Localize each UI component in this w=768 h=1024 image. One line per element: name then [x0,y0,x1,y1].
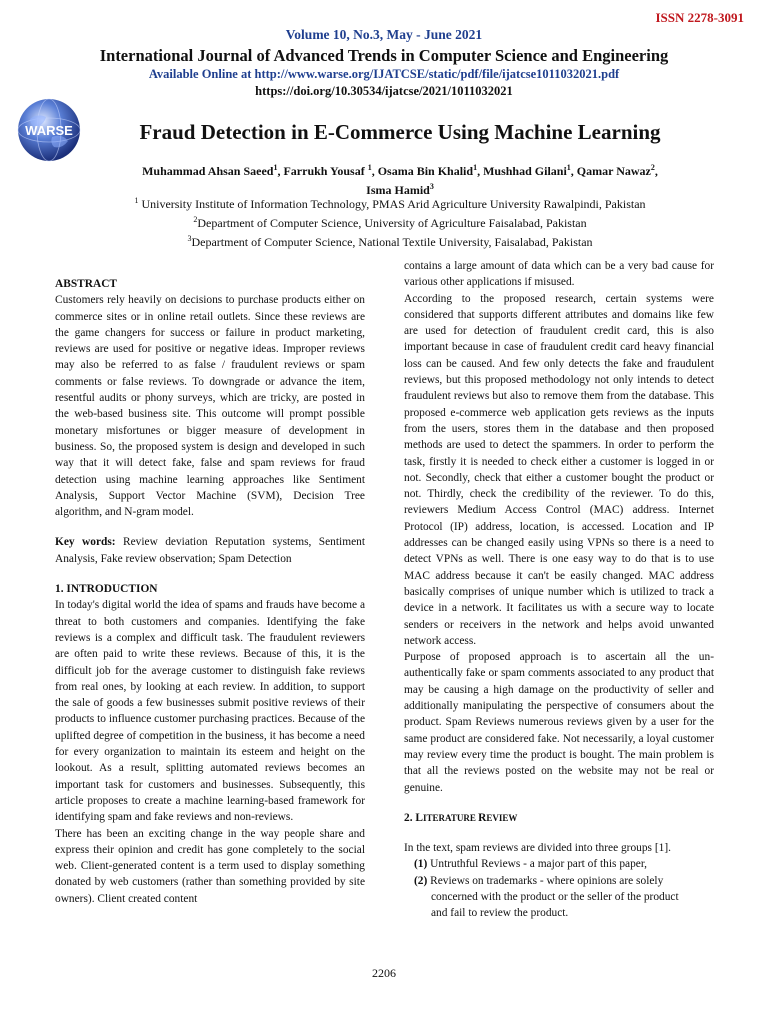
literature-intro: In the text, spam reviews are divided into three groups [1]. [404,842,671,855]
introduction-heading: 1. INTRODUCTION [55,583,158,596]
affiliations [60,193,720,250]
author-sep: , [654,164,658,178]
available-online-link[interactable]: Available Online at http://www.warse.org/IJATCSE/static/pdf/file/ijatcse1011032021.pdf [148,67,620,81]
affiliation-sup: 1 [134,196,139,205]
author: Muhammad Ahsan Saeed [142,164,274,178]
literature-review-heading [404,810,714,826]
doi-link[interactable]: https://doi.org/10.30534/ijatcse/2021/1011032021 [255,84,513,98]
affiliation-sup: 3 [187,234,192,243]
right-paragraph-1: contains a large amount of data which can be a very bad cause for various other applications if misused. [404,260,714,289]
affiliation-2 [60,212,720,231]
list-text: Reviews on trademarks - where opinions are solely [427,874,664,887]
keywords-text: Review deviation Reputation systems, Sentiment Analysis, Fake review observation; Spam Detection [55,536,365,565]
list-number: (2) [414,874,428,887]
author: Qamar Nawaz [576,164,651,178]
heading-smallcaps: EVIEW [486,812,518,823]
author-sup: 1 [473,163,478,172]
author-sep: , [277,164,284,178]
author-sup: 1 [273,163,278,172]
right-paragraph-2: According to the proposed research, certain systems were considered that supports different attributes and domains like few are used for detection of fraudulent credit card, this is also important because in case of fraudulent credit card heavy financial loss can be caused. And few only detects the fake and fraudulent reviews, but this proposed methodology not only intends to detect fraudulent reviews but also to remove them from the database. This proposed e-commerce web application gets reviews as the inputs from the users, stores them in the database and then proposed methods are used to detect the spammers. In order to perform the task, firstly it is needed to check either a customer is logged in or not. Secondly, check that either a customer bought the product or not. Thirdly, check the credibility of the reviewer. To do this, reviewers Medium Access Control (MAC) address. Internet Protocol (IP) address, location, is accessed. Location and IP addresses can be changed easily using VPNs so there is a need to detect VPNs as well. There is one easy way to do that is to use MAC address because it can't be easily changed. MAC address basically comprises of unique number which is utilized to track a device in a network. It facilitates us with a secure way to locate senders or receivers in the network and helps avoid unwanted network access. [404,292,714,647]
affiliation-1 [60,193,720,212]
introduction-paragraph-2: There has been an exciting change in the way people share and express their opinion and credit has gone completely to the social web. Client-generated content is a term used to display something donated by web customers (rather than something provided by site owners). Client created content [55,827,365,905]
affiliation-text: University Institute of Information Technology, PMAS Arid Agriculture University Rawalpindi, Pakistan [138,197,646,211]
list-continuation: and fail to review the product. [431,907,569,920]
abstract-heading: ABSTRACT [55,278,118,290]
keywords [55,534,365,567]
list-item [404,873,714,889]
left-column [55,276,365,907]
heading-smallcaps: ITERATURE [423,812,479,823]
author-sup: 2 [650,163,655,172]
journal-name: International Journal of Advanced Trends in Computer Science and Engineering [99,46,669,65]
abstract-text: Customers rely heavily on decisions to purchase products either on commerce sites or in online retail outlets. Since these reviews are the game changers for success or failure in product marketing, reviews are used for positive or negative ideas. Improper reviews may also be referred to as false / fraudulent reviews or spam comments or false reviews. To downgrade or advance the item, resentful audits or phony surveys, which are tricky, are posted in the web-based business site. This outcome will prompt possible monetary misfortunes or bigger measure of development in business. So, the proposed system is design and developed in such way that it will detect fake, false and spam reviews for fraud detection using machine learning approaches like Sentiment Analysis, Support Vector Machine (SVM), Decision Tree algorithm, and N-gram model. [55,294,365,519]
heading-capital: R [478,811,487,824]
author: Osama Bin Khalid [377,164,474,178]
affiliation-text: Department of Computer Science, National Textile University, Faisalabad, Pakistan [191,235,593,249]
right-column [404,258,714,922]
affiliation-sup: 2 [193,215,198,224]
page-number: 2206 [372,966,396,980]
author: Farrukh Yousaf [283,164,368,178]
issn-label: ISSN 2278-3091 [655,10,744,25]
logo-text: WARSE [25,123,73,138]
keywords-label: Key words: [55,536,116,549]
list-text: Untruthful Reviews - a major part of this paper, [427,858,647,871]
paper-title: Fraud Detection in E-Commerce Using Machine Learning [139,120,661,144]
warse-globe-logo [16,97,82,163]
list-continuation: concerned with the product or the seller of the product [431,890,679,903]
author: Mushhad Gilani [483,164,567,178]
author: Isma Hamid [366,183,430,197]
introduction-paragraph-1: In today's digital world the idea of spams and frauds have become a threat to both customers and companies. Identifying the fake reviews is a complex and difficult task. The fraudulent reviewers are often paid to write these reviews. Because of this, it is the difficult job for the average customer to distinguish fake reviews from real ones, by looking at each review. In addition, to support the sale of goods a few businesses submit positive reviews of their products to influence customer purchasing practices. Because of the uplifted degree of competition in the business, it has become a need for every organization to maintain its esteem and height on the lookout. As a result, splitting automated reviews becomes an important task for customers and businesses. Subsequently, this article proposes to create a machine learning-based framework for identifying spam and fake reviews and non-reviews. [55,599,365,824]
volume-line: Volume 10, No.3, May - June 2021 [285,27,483,42]
author-sep: , [371,164,378,178]
list-number: (1) [414,858,428,871]
author-sep: , [477,164,484,178]
author-sep: , [570,164,577,178]
affiliation-text: Department of Computer Science, University of Agriculture Faisalabad, Pakistan [197,216,587,230]
right-paragraph-3: Purpose of proposed approach is to ascertain all the un-authentically fake or spam comments associated to any product that may be causing a high damage on the productivity of seller and additionally manipulating the perspective of consumers about the product. Spam Reviews numerous reviews given by a user for the same product are considered fake. Not necessarily, a loyal customer may review every time the product is bought. The main problem is that all the reviews posted on the website may not be real or genuine. [404,651,714,794]
affiliation-3 [60,231,720,250]
author-sup: 1 [367,163,372,172]
heading-number: 2. L [404,811,423,824]
author-sup: 3 [429,182,434,191]
list-item [404,856,714,872]
author-sup: 1 [566,163,571,172]
